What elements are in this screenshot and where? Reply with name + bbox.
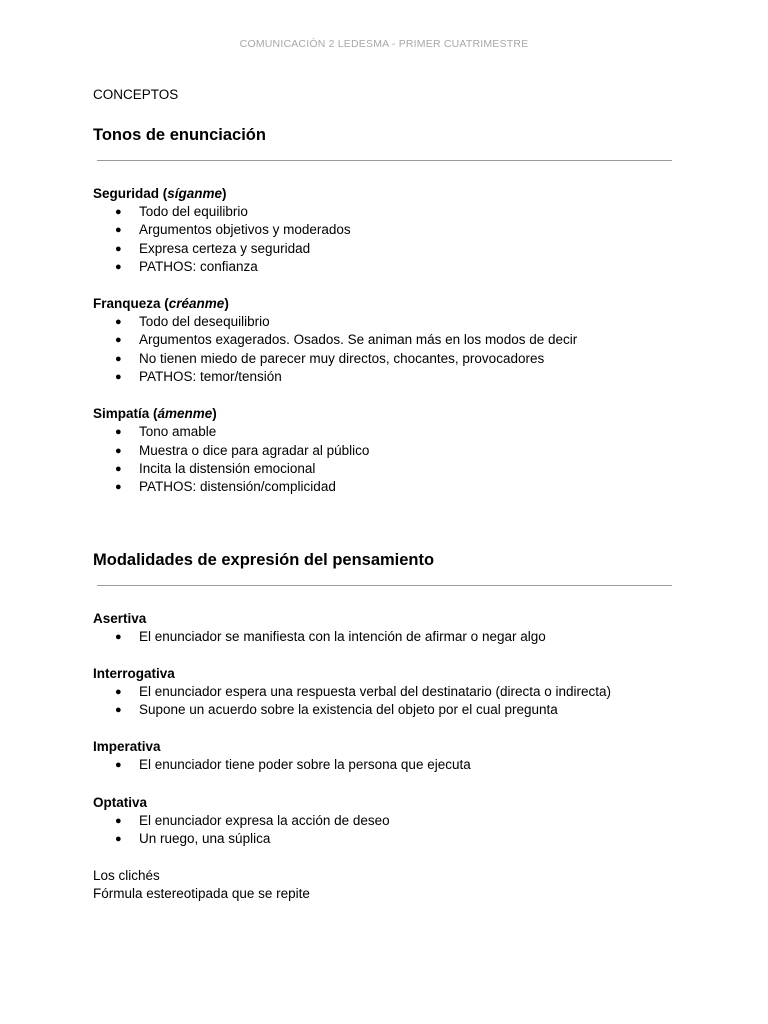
list-item: ● El enunciador expresa la acción de deseo: [115, 812, 390, 828]
document-body: [93, 86, 683, 903]
bullet-list: [93, 812, 683, 849]
bullet-list: [93, 628, 683, 646]
page-header: COMUNICACIÓN 2 LEDESMA - PRIMER CUATRIMESTRE: [239, 38, 529, 50]
section-title-tonos: Tonos de enunciación: [93, 126, 266, 144]
list-item: ● Argumentos exagerados. Osados. Se animan más en los modos de decir: [115, 332, 578, 348]
list-item: ● El enunciador se manifiesta con la intención de afirmar o negar algo: [115, 628, 546, 644]
list-item: ● Supone un acuerdo sobre la existencia del objeto por el cual pregunta: [115, 702, 558, 718]
group-heading-asertiva: Asertiva: [93, 610, 147, 626]
bullet-list: [93, 423, 683, 496]
list-item: ● Todo del desequilibrio: [115, 314, 270, 330]
list-item: ● No tienen miedo de parecer muy directos, chocantes, provocadores: [115, 350, 545, 366]
group-heading-simpatia: Simpatía (ámenme): [93, 406, 217, 422]
group-heading-franqueza: Franqueza (créanme): [93, 296, 229, 312]
list-item: ● PATHOS: confianza: [115, 258, 258, 274]
group-heading-optativa: Optativa: [93, 794, 148, 810]
bullet-list: [93, 203, 683, 276]
bullet-list: [93, 683, 683, 720]
list-item: ● PATHOS: distensión/complicidad: [115, 479, 336, 495]
list-item: ● Tono amable: [115, 424, 217, 440]
section-title-modalidades: Modalidades de expresión del pensamiento: [93, 550, 435, 569]
list-item: ● Argumentos objetivos y moderados: [115, 222, 351, 238]
list-item: ● PATHOS: temor/tensión: [115, 369, 282, 385]
outro-text: Fórmula estereotipada que se repite: [93, 886, 310, 902]
intro-text: CONCEPTOS: [93, 87, 179, 102]
list-item: ● Muestra o dice para agradar al público: [115, 442, 370, 458]
bullet-list: [93, 313, 683, 386]
list-item: ● El enunciador tiene poder sobre la persona que ejecuta: [115, 757, 471, 773]
list-item: ● Incita la distensión emocional: [115, 460, 316, 476]
outro-title: Los clichés: [93, 868, 160, 884]
bullet-list: [93, 756, 683, 774]
list-item: ● El enunciador espera una respuesta verbal del destinatario (directa o indirecta): [115, 683, 612, 699]
group-heading-imperativa: Imperativa: [93, 739, 161, 755]
group-heading-seguridad: Seguridad (síganme): [93, 186, 227, 201]
list-item: ● Todo del equilibrio: [115, 204, 248, 219]
list-item: ● Expresa certeza y seguridad: [115, 240, 311, 256]
list-item: ● Un ruego, una súplica: [115, 831, 271, 847]
group-heading-interrogativa: Interrogativa: [93, 665, 175, 681]
